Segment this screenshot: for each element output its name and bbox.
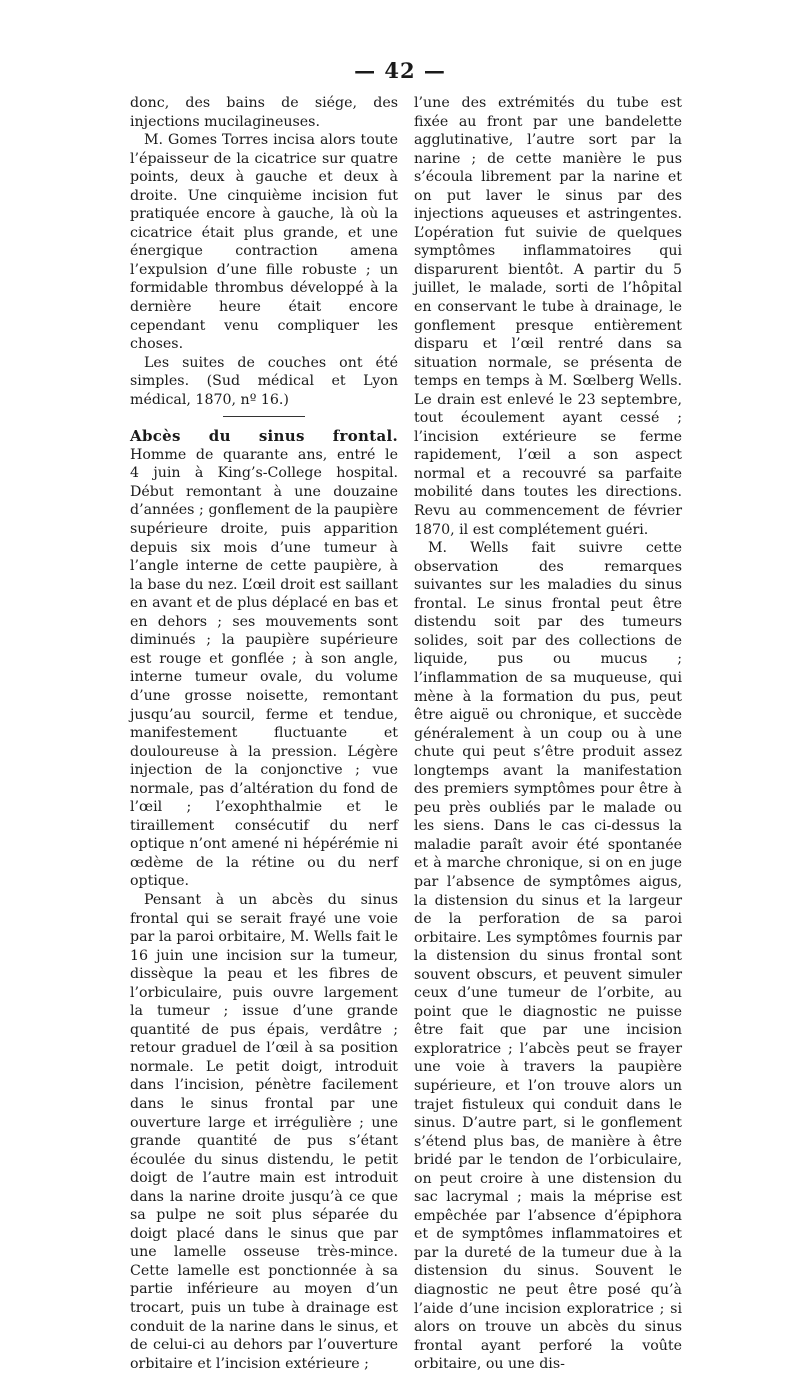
paragraph-right-1: l’une des extrémités du tube est fixée au front par une bandelette agglutinative, l’autre sort par la narine ; de cette manière le pus s’écoula librement par la narine et on put laver le sinus par des injections aqueuses et astringentes. L’opération fut suivie de quelques symptômes inflammatoires qui disparurent bientôt. A partir du 5 juillet, le malade, sorti de l’hôpital en conservant le tube à drainage, le gonflement presque entièrement disparu et l’œil rentré dans sa situation normale, se présenta de temps en temps à M. Sœlberg Wells. Le drain est enlevé le 23 septembre, tout écoulement ayant cessé ; l’incision extérieure se ferme rapidement, l’œil a son aspect normal et a recouvré sa parfaite mobilité dans toutes les directions. Revu au commencement de février 1870, il est complétement guéri. <box>414 95 682 538</box>
paragraph-left-3: Les suites de couches ont été simples. (Sud médical et Lyon médical, 1870, nº 16.) <box>130 354 398 408</box>
right-column <box>414 94 682 1374</box>
left-column <box>130 94 398 1373</box>
section-title: Abcès du sinus frontal. <box>130 427 398 446</box>
paragraph-left-2: M. Gomes Torres incisa alors toute l’épaisseur de la cicatrice sur quatre points, deux à gauche et deux à droite. Une cinquième incision fut pratiquée encore à gauche, là où la cicatrice était plus grande, et une énergique contraction amena l’expulsion d’une fille robuste ; un formidable thrombus développé à la dernière heure était encore cependant venu compliquer les choses. <box>130 132 398 353</box>
paragraph-right-2: M. Wells fait suivre cette observation des remarques suivantes sur les maladies du sinus frontal. Le sinus frontal peut être distendu soit par des tumeurs solides, soit par des collections de liquide, pus ou mucus ; l’inflammation de sa muqueuse, qui mène à la formation du pus, peut être aiguë ou chronique, et succède généralement à un coup ou à une chute qui peut s’être produit assez longtemps avant la manifestation des premiers symptômes pour être à peu près oubliés par le malade ou les siens. Dans le cas ci-dessus la maladie paraît avoir été spontanée et à marche chronique, si on en juge par l’absence de symptômes aigus, la distension du sinus et la largeur de la perforation de sa paroi orbitaire. Les symptômes fournis par la distension du sinus frontal sont souvent obscurs, et peuvent simuler ceux d’une tumeur de l’orbite, au point que le diagnostic ne puisse être fait que par une incision exploratrice ; l’abcès peut se frayer une voie à travers la paupière supérieure, et l’on trouve alors un trajet fistuleux qui conduit dans le sinus. D’autre part, si le gonflement s’étend plus bas, de manière à être bridé par le tendon de l’orbiculaire, on peut croire à une distension du sac lacrymal ; mais la méprise est empêchée par l’absence d’épiphora et de symptômes inflammatoires et par la dureté de la tumeur due à la distension du sinus. Souvent le diagnostic ne peut être posé qu’à l’aide d’une incision exploratrice ; si alors on trouve un abcès du sinus frontal ayant perforé la voûte orbitaire, ou une dis- <box>414 540 682 1373</box>
paragraph-left-4-first-line: Homme de quarante ans, entré le <box>130 446 398 463</box>
section-divider <box>223 416 305 417</box>
page-number: — 42 — <box>354 58 446 83</box>
paragraph-left-4: 4 juin à King’s-College hospital. Début remontant à une douzaine d’années ; gonflement de la paupière supérieure droite, puis apparition depuis six mois d’une tumeur à l’angle interne de cette paupière, à la base du nez. L’œil droit est saillant en avant et de plus déplacé en bas et en dehors ; ses mouvements sont diminués ; la paupière supérieure est rouge et gonflée ; à son angle, interne tumeur ovale, du volume d’une grosse noisette, remontant jusqu’au sourcil, ferme et tendue, manifestement fluctuante et douloureuse à la pression. Légère injection de la conjonctive ; vue normale, pas d’altération du fond de l’œil ; l’exophthalmie et le tiraillement consécutif du nerf optique n’ont amené ni hépérémie ni œdème de la rétine ou du nerf optique. <box>130 465 398 890</box>
paragraph-left-5: Pensant à un abcès du sinus frontal qui se serait frayé une voie par la paroi orbitaire, M. Wells fait le 16 juin une incision sur la tumeur, dissèque la peau et les fibres de l’orbiculaire, puis ouvre largement la tumeur ; issue d’une grande quantité de pus épais, verdâtre ; retour graduel de l’œil à sa position normale. Le petit doigt, introduit dans l’incision, pénètre facilement dans le sinus frontal par une ouverture large et irrégulière ; une grande quantité de pus s’étant écoulée du sinus distendu, le petit doigt de l’autre main est introduit dans la narine droite jusqu’à ce que sa pulpe ne soit plus séparée du doigt placé dans le sinus que par une lamelle osseuse très-mince. Cette lamelle est ponctionnée à sa partie inférieure au moyen d’un trocart, puis un tube à drainage est conduit de la narine dans le sinus, et de celui-ci au dehors par l’ouverture orbitaire et l’incision extérieure ; <box>130 891 398 1372</box>
paragraph-left-1: donc, des bains de siége, des injections mucilagineuses. <box>130 95 398 130</box>
